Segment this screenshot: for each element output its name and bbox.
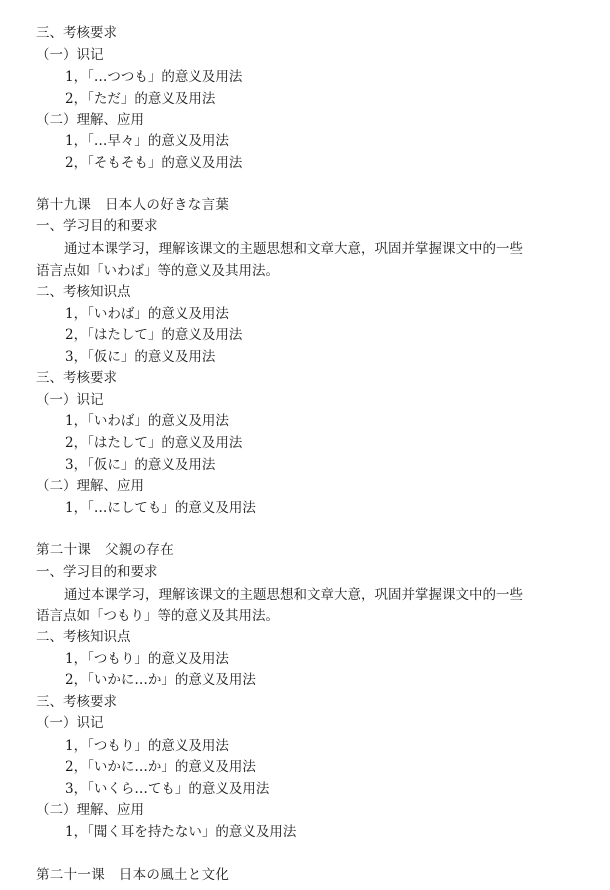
subheading-understand-apply: （二）理解、应用 bbox=[36, 802, 144, 818]
lesson-title: 第二十课 父親の存在 bbox=[36, 542, 174, 558]
list-item: 1，「つもり」的意义及用法 bbox=[65, 738, 229, 754]
heading-knowledge-points: 二、考核知识点 bbox=[36, 629, 131, 645]
paragraph-text: 语言点如「いわば」等的意义及其用法。 bbox=[36, 263, 279, 279]
lesson-title: 第二十一课 日本の風土と文化 bbox=[36, 867, 230, 883]
list-item: 1，「…早々」的意义及用法 bbox=[65, 133, 229, 149]
list-item: 2，「はたして」的意义及用法 bbox=[65, 435, 243, 451]
heading-objectives: 一、学习目的和要求 bbox=[36, 564, 158, 580]
subheading-understand-apply: （二）理解、应用 bbox=[36, 478, 144, 494]
list-item: 2，「はたして」的意义及用法 bbox=[65, 327, 243, 343]
heading-assessment-requirements: 三、考核要求 bbox=[36, 370, 117, 386]
list-item: 3，「仮に」的意义及用法 bbox=[65, 457, 216, 473]
subheading-memorize: （一）识记 bbox=[36, 392, 104, 408]
list-item: 3，「いくら…ても」的意义及用法 bbox=[65, 781, 270, 797]
subheading-memorize: （一）识记 bbox=[36, 47, 104, 63]
lesson-title: 第十九课 日本人の好きな言葉 bbox=[36, 197, 230, 213]
list-item: 1，「…つつも」的意义及用法 bbox=[65, 69, 243, 85]
list-item: 1，「いわば」的意义及用法 bbox=[65, 306, 229, 322]
heading-objectives: 一、学习目的和要求 bbox=[36, 218, 158, 234]
list-item: 2，「いかに…か」的意义及用法 bbox=[65, 759, 256, 775]
subheading-memorize: （一）识记 bbox=[36, 715, 104, 731]
list-item: 1，「聞く耳を持たない」的意义及用法 bbox=[65, 824, 297, 840]
heading-assessment-requirements: 三、考核要求 bbox=[36, 694, 117, 710]
heading-assessment-requirements: 三、考核要求 bbox=[36, 25, 117, 41]
paragraph-text: 通过本课学习，理解该课文的主题思想和文章大意，巩固并掌握课文中的一些 bbox=[64, 587, 523, 603]
list-item: 2，「いかに…か」的意义及用法 bbox=[65, 672, 256, 688]
list-item: 1，「つもり」的意义及用法 bbox=[65, 651, 229, 667]
list-item: 1，「いわば」的意义及用法 bbox=[65, 413, 229, 429]
subheading-understand-apply: （二）理解、应用 bbox=[36, 112, 144, 128]
paragraph-text: 语言点如「つもり」等的意义及其用法。 bbox=[36, 608, 279, 624]
list-item: 2，「ただ」的意义及用法 bbox=[65, 91, 216, 107]
heading-knowledge-points: 二、考核知识点 bbox=[36, 284, 131, 300]
list-item: 1，「…にしても」的意义及用法 bbox=[65, 500, 256, 516]
list-item: 3，「仮に」的意义及用法 bbox=[65, 349, 216, 365]
paragraph-text: 通过本课学习，理解该课文的主题思想和文章大意，巩固并掌握课文中的一些 bbox=[64, 241, 523, 257]
list-item: 2，「そもそも」的意义及用法 bbox=[65, 155, 243, 171]
